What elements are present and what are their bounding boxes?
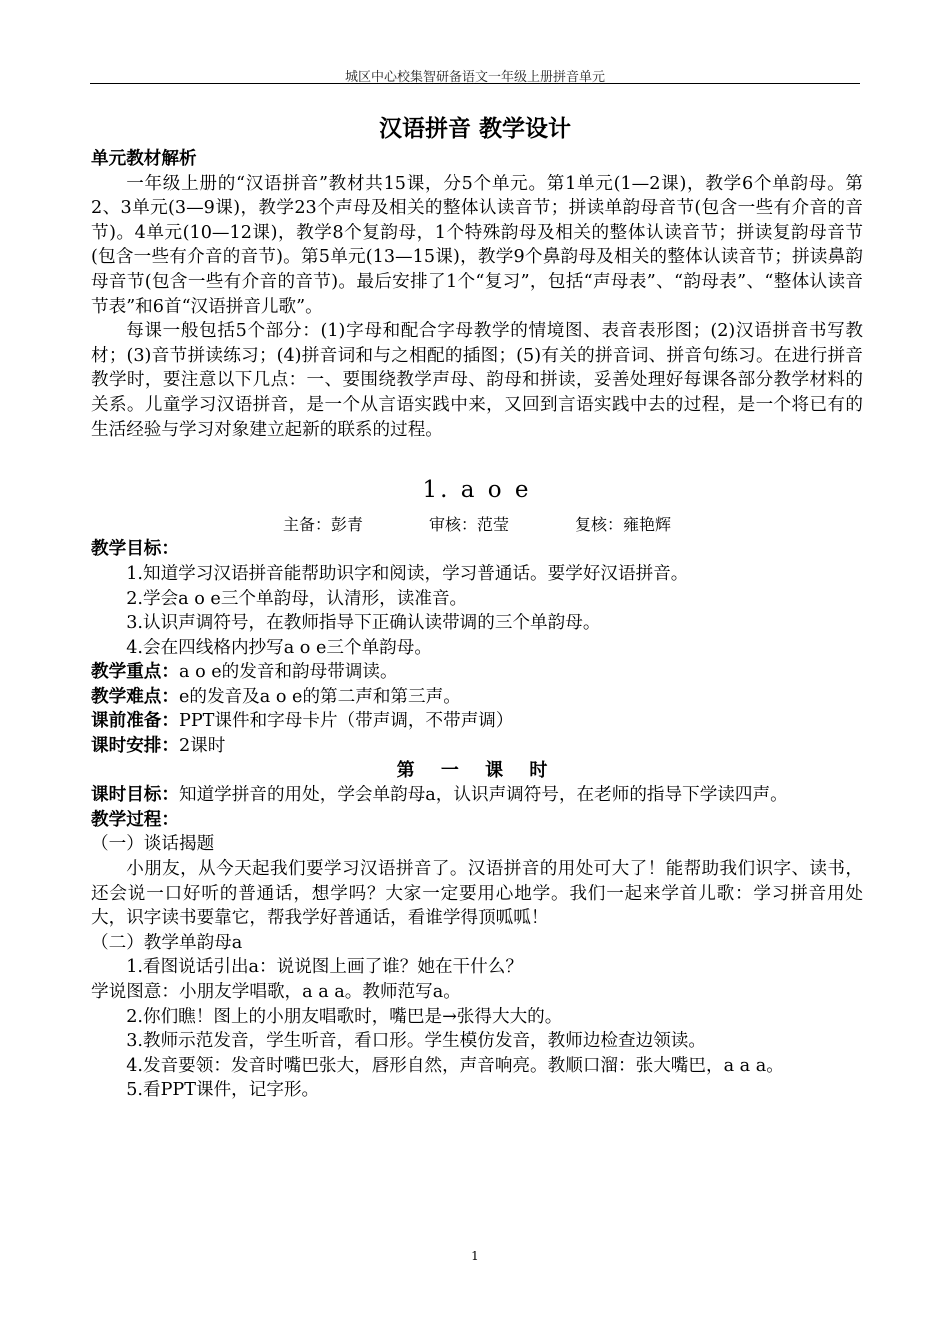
step2-title: （二）教学单韵母a [91,932,243,953]
unit-paragraph-1: 一年级上册的“汉语拼音”教材共15课，分5个单元。第1单元(1—2课)，教学6个单韵母。第2、3单元(3—9课)，教学23个声母及相关的整体认读音节；拼读单韵母音节(包含一些有介音的音节)。4单元(10—12课)，教学8个复韵母，1个特殊韵母及相关的整体认读音节；拼读复韵母音节(包含一些有介音的音节)。第5单元(13—15课)，教学9个鼻韵母及相关的整体认读音节；拼读鼻韵母音节(包含一些有介音的音节)。最后安排了1个“复习”，包括“声母表”、“韵母表”、“整体认读音节表”和6首“汉语拼音儿歌”。 [91,173,863,317]
key-points [91,660,863,685]
page-number: 1 [471,1249,479,1263]
step2-item: 1.看图说话引出a：说说图上画了谁？她在干什么？ [126,957,523,978]
step2-item: 2.你们瞧！图上的小朋友唱歌时，嘴巴是→张得大大的。 [126,1006,563,1027]
process-label: 教学过程： [91,809,179,830]
unit-heading: 单元教材解析 [91,149,197,169]
credit-main-preparer: 主备：彭青 [282,514,363,534]
document-title: 汉语拼音 教学设计 [378,116,571,142]
unit-paragraph-2: 每课一般包括5个部分：(1)字母和配合字母教学的情境图、表音表形图；(2)汉语拼音书写教材；(3)音节拼读练习；(4)拼音词和与之相配的插图；(5)有关的拼音词、拼音句练习。在进行拼音教学时，要注意以下几点：一、要围绕教学声母、韵母和拼读，妥善处理好每课各部分教学材料的关系。儿童学习汉语拼音，是一个从言语实践中来，又回到言语实践中去的过程，是一个将已有的生活经验与学习对象建立起新的联系的过程。 [91,321,863,440]
document-body [91,147,863,1103]
running-header: 城区中心校集智研备语文一年级上册拼音单元 [344,70,605,85]
key-points-label: 教学重点： [91,662,179,683]
goal-item: 2.学会a o e三个单韵母，认清形，读准音。 [126,588,468,609]
credit-rechecker: 复核：雍艳辉 [575,514,672,534]
step2-item: 学说图意：小朋友学唱歌，a a a。教师范写a。 [91,982,461,1002]
goal-item: 4.会在四线格内抄写a o e三个单韵母。 [126,637,432,658]
key-points-text: a o e的发音和韵母带调读。 [178,662,398,683]
goal-item: 1.知道学习汉语拼音能帮助识字和阅读，学习普通话。要学好汉语拼音。 [126,563,689,584]
lesson-credits [91,513,863,538]
difficulties-text: e的发音及a o e的第二声和第三声。 [178,686,461,707]
difficulties-label: 教学难点： [91,686,179,707]
step2-item: 4.发音要领：发音时嘴巴张大，唇形自然，声音响亮。教顺口溜：张大嘴巴，a a a。 [126,1055,784,1076]
credit-reviewer: 审核：范莹 [428,514,509,534]
preparation-text: PPT课件和字母卡片（带声调，不带声调） [178,711,514,732]
schedule-label: 课时安排： [91,736,179,757]
step2-item: 5.看PPT课件，记字形。 [126,1080,320,1101]
step2-item: 3.教师示范发音，学生听音，看口形。学生模仿发音，教师边检查边领读。 [126,1031,706,1052]
header-rule [90,83,860,84]
preparation-label: 课前准备： [91,711,179,732]
period-goal-label: 课时目标： [91,785,179,806]
preparation [91,709,863,734]
difficulties [91,685,863,710]
goal-item: 3.认识声调符号，在教师指导下正确认读带调的三个单韵母。 [126,613,601,634]
lesson-title: 1. a o e [422,477,532,504]
goals-label: 教学目标： [91,539,179,560]
step1-text: 小朋友，从今天起我们要学习汉语拼音了。汉语拼音的用处可大了！能帮助我们识字、读书，还会说一口好听的普通话，想学吗？大家一定要用心地学。我们一起来学首儿歌：学习拼音用处大，识字读书要靠它，帮我学好普通话，看谁学得顶呱呱！ [91,859,863,929]
section-title: 第 一 课 时 [396,759,558,781]
period-goal-text: 知道学拼音的用处，学会单韵母a，认识声调符号，在老师的指导下学读四声。 [178,785,788,806]
step1-title: （一）谈话揭题 [91,834,215,855]
schedule [91,734,863,759]
schedule-text: 2课时 [178,736,226,757]
period-goal [91,783,863,808]
